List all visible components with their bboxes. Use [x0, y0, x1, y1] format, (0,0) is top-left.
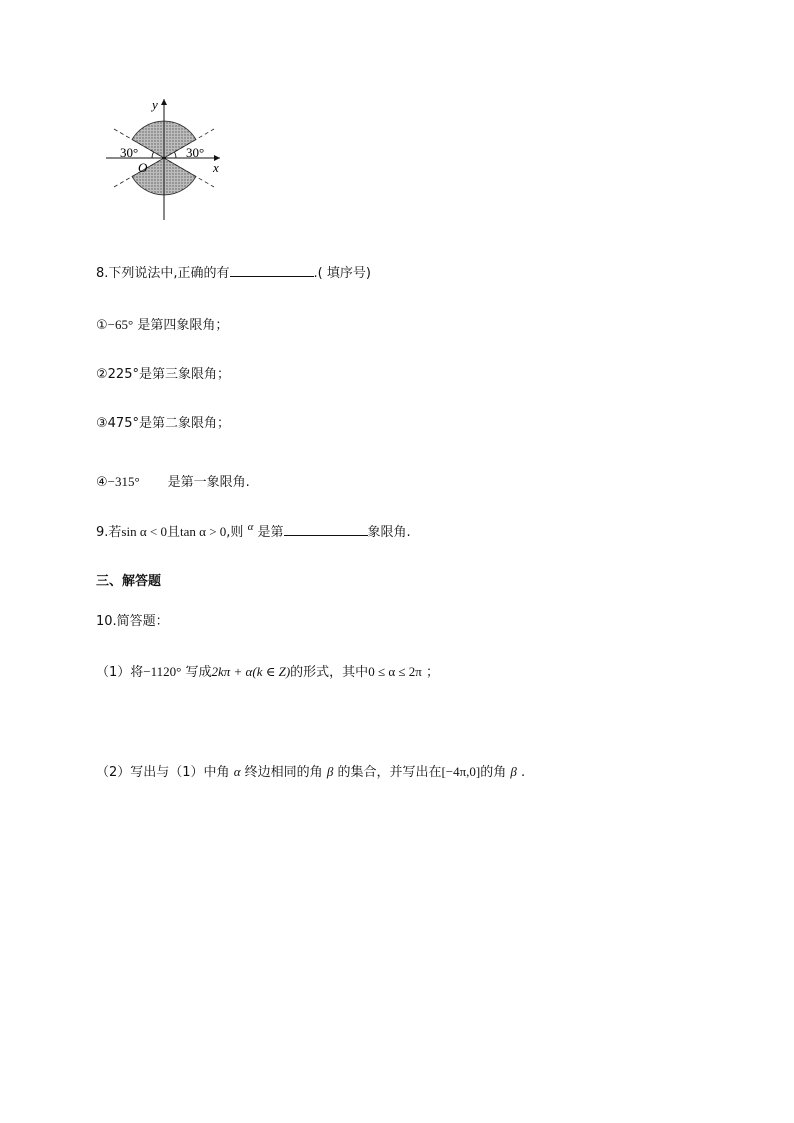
- left-angle-label: 30°: [120, 145, 139, 160]
- part1-end: ；: [425, 665, 439, 680]
- item-text: 是第三象限角；: [138, 367, 230, 382]
- q9-is: 是第: [257, 525, 284, 540]
- question-9: [96, 521, 411, 540]
- y-axis-label: y: [152, 97, 158, 112]
- part1-mid: 的形式，其中: [290, 665, 369, 680]
- q9-answer-blank[interactable]: [284, 523, 368, 536]
- q8-item-4: [96, 471, 250, 490]
- part2-beta-2: β: [510, 764, 517, 779]
- section-3-title: 三、解答题: [96, 574, 162, 589]
- q10-part-1: [96, 661, 439, 680]
- q9-suffix: 象限角.: [367, 525, 411, 540]
- part2-e: .: [521, 765, 526, 780]
- part2-b: 终边相同的角: [244, 765, 323, 780]
- question-10-title: 10.简答题：: [96, 614, 169, 629]
- q8-stem-prefix: 8.下列说法中,正确的有: [96, 266, 230, 281]
- part1-write: 写成: [185, 665, 212, 680]
- part2-beta: β: [326, 764, 334, 779]
- q8-stem-suffix: .( 填序号): [313, 266, 371, 281]
- origin-label: O: [138, 160, 148, 175]
- q8-item-3: [96, 412, 230, 431]
- angle-value: −65°: [107, 317, 134, 332]
- part1-value: −1120°: [143, 664, 182, 679]
- item-text: 是第四象限角；: [133, 318, 229, 333]
- q9-condition-tan: tan α > 0: [180, 524, 227, 539]
- part1-condition: 0 ≤ α ≤ 2π: [368, 664, 422, 679]
- item-number: ③: [96, 416, 108, 431]
- q8-item-1: [96, 314, 228, 333]
- angle-value: 475°: [107, 416, 139, 431]
- part2-c: 的集合，并写出在: [337, 765, 442, 780]
- q10-part-2: [96, 761, 525, 780]
- q9-prefix: 9.若: [96, 525, 122, 540]
- q8-item-2: [96, 363, 230, 382]
- angle-region-figure: [100, 95, 230, 225]
- item-text: 是第二象限角；: [138, 416, 230, 431]
- y-axis-arrow: [161, 99, 167, 105]
- question-8-stem: [96, 262, 371, 281]
- q8-answer-blank[interactable]: [230, 264, 314, 277]
- part2-alpha: α: [233, 764, 241, 779]
- part2-a: （2）写出与（1）中角: [96, 765, 230, 780]
- item-number: ②: [96, 367, 108, 382]
- part1-form: 2kπ + α(k ∈ Z): [211, 664, 291, 679]
- part2-interval: [−4π,0]: [441, 764, 481, 779]
- item-number: ④: [96, 475, 108, 490]
- angle-value: −315°: [107, 474, 140, 489]
- q9-condition-sin: sin α < 0: [121, 524, 167, 539]
- q9-and: 且: [166, 525, 180, 540]
- item-text: 是第一象限角.: [167, 475, 250, 490]
- angle-value: 225°: [107, 367, 139, 382]
- part2-d: 的角: [480, 765, 507, 780]
- q9-alpha: α: [247, 521, 254, 533]
- right-angle-label: 30°: [186, 145, 205, 160]
- item-number: ①: [96, 318, 108, 333]
- x-axis-label: x: [213, 160, 219, 175]
- q9-comma: ,则: [226, 525, 244, 540]
- part1-prefix: （1）将: [96, 665, 144, 680]
